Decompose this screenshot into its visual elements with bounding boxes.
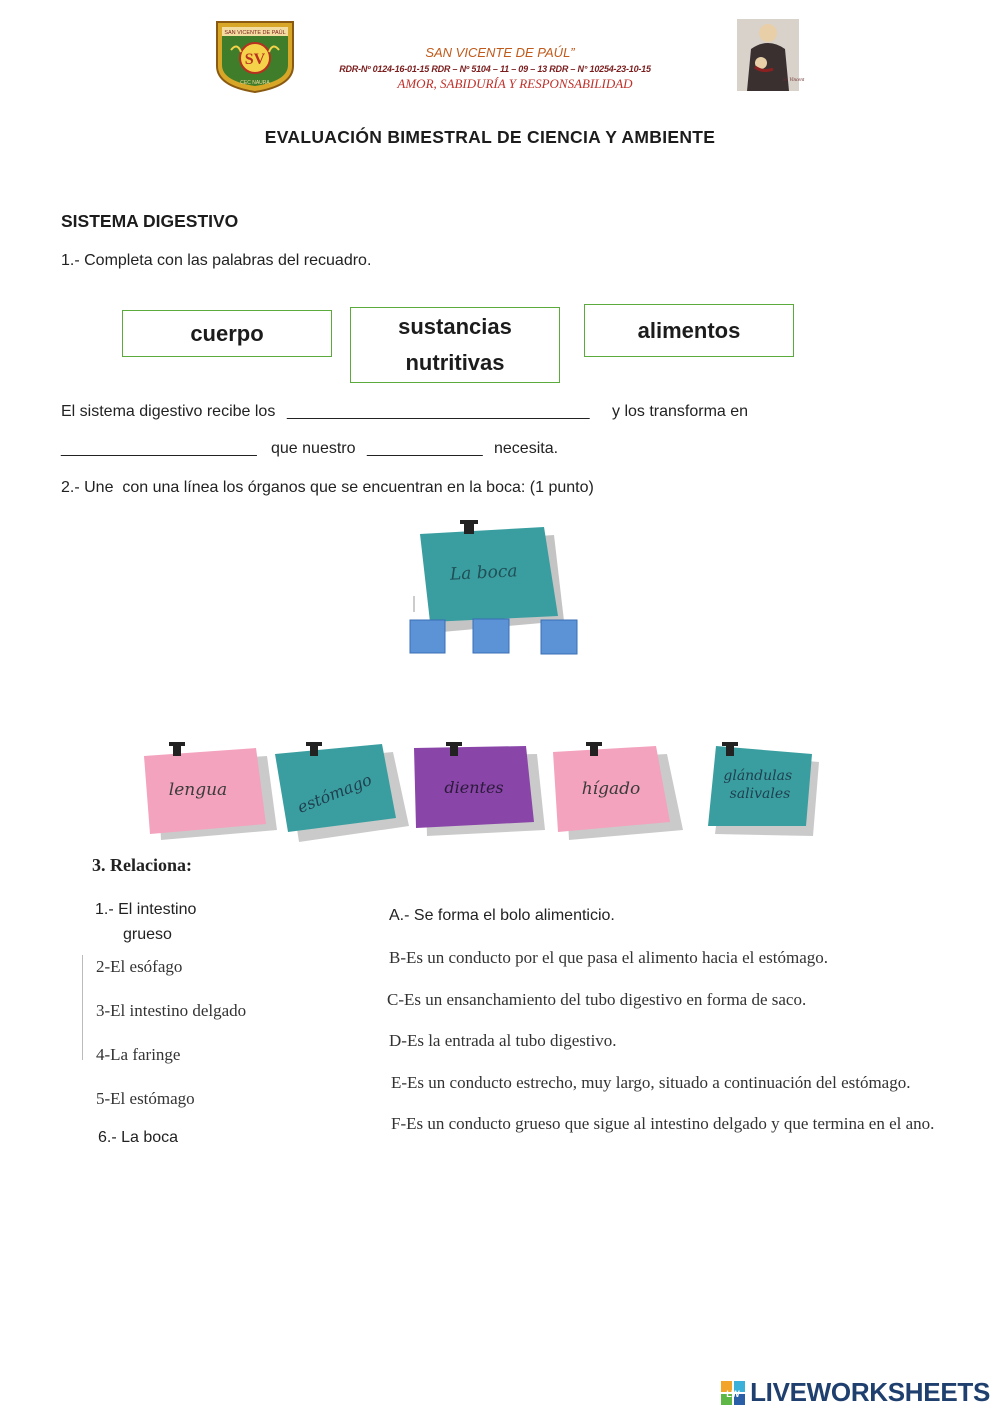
drop-box-1[interactable]	[410, 620, 445, 653]
relate-left-3: 3-El intestino delgado	[96, 1001, 247, 1020]
school-name: SAN VICENTE DE PAÚL”	[425, 45, 575, 60]
note-higado-label: hígado	[581, 779, 641, 799]
relate-left-5: 5-El estómago	[96, 1089, 195, 1108]
school-crest-logo	[213, 18, 297, 94]
relate-left-6: 6.- La boca	[98, 1129, 179, 1146]
divider-line	[82, 955, 83, 1060]
q1-prompt: 1.- Completa con las palabras del recuadro.	[61, 252, 372, 269]
relate-right-c: C-Es un ensanchamiento del tubo digestivo en forma de saco.	[387, 990, 807, 1009]
blank-3[interactable]: _____________	[367, 440, 483, 457]
note-higado[interactable]	[553, 742, 683, 840]
crest-monogram: SV	[244, 51, 266, 68]
relate-right-b: B-Es un conducto por el que pasa el alimento hacia el estómago.	[389, 948, 829, 967]
word-box-cuerpo[interactable]: cuerpo	[122, 310, 332, 357]
blank-1[interactable]: __________________________________	[287, 403, 590, 420]
q1-sentence-mid: y los transforma en	[612, 403, 749, 420]
relate-right-e: E-Es un conducto estrecho, muy largo, situado a continuación del estómago.	[391, 1073, 911, 1092]
crest-banner-text: SAN VICENTE DE PAÚL	[224, 30, 286, 36]
relate-left-1a: 1.- El intestino	[95, 901, 197, 918]
note-glandulas-word-2: salivales	[729, 786, 791, 802]
crest-bottom-text: CEC NAURA	[240, 80, 270, 86]
q1-sentence-start: El sistema digestivo recibe los	[61, 403, 280, 420]
liveworksheets-wordmark: LIVEWORKSHEETS	[750, 1377, 990, 1407]
logo-badge-text: LW	[726, 1388, 740, 1399]
word-box-alimentos[interactable]: alimentos	[584, 304, 794, 357]
q3-heading: 3. Relaciona:	[92, 855, 192, 875]
page-title: EVALUACIÓN BIMESTRAL DE CIENCIA Y AMBIENTE	[264, 127, 716, 147]
note-glandulas-salivales[interactable]	[708, 742, 819, 836]
liveworksheets-logo-icon	[720, 1380, 746, 1406]
note-la-boca	[420, 520, 564, 632]
q2-prompt: 2.- Une con una línea los órganos que se encuentran en la boca: (1 punto)	[61, 479, 594, 496]
drop-box-2[interactable]	[473, 619, 509, 653]
note-dientes-label: dientes	[444, 778, 504, 797]
blank-2[interactable]: ______________________	[61, 440, 257, 457]
note-estomago-label: estómago	[294, 769, 375, 817]
section-title: SISTEMA DIGESTIVO	[61, 211, 239, 231]
registration-numbers: RDR-Nº 0124-16-01-15 RDR – Nº 5104 – 11 – 09 – 13 RDR – N° 10254-23-10-15	[339, 64, 651, 74]
mouth-organs-diagram	[138, 512, 818, 842]
note-la-boca-label: La boca	[449, 561, 519, 585]
liveworksheets-brand	[720, 1377, 990, 1408]
q1-sentence-end: necesita.	[494, 440, 559, 457]
school-motto: AMOR, SABIDURÍA Y RESPONSABILIDAD	[397, 76, 633, 91]
note-glandulas-word: glándulas	[723, 768, 793, 784]
relate-left-4: 4-La faringe	[96, 1045, 181, 1064]
note-dientes[interactable]	[414, 742, 545, 836]
relate-left-1b: grueso	[123, 926, 172, 943]
note-estomago[interactable]	[275, 742, 409, 842]
q1-sentence-que-nuestro: que nuestro	[271, 440, 356, 457]
relate-right-d: D-Es la entrada al tubo digestivo.	[389, 1031, 617, 1050]
note-lengua-label: lengua	[168, 780, 228, 800]
drop-box-3[interactable]	[541, 620, 577, 654]
saint-portrait-image	[737, 19, 805, 91]
note-lengua[interactable]	[144, 742, 277, 840]
relate-left-2: 2-El esófago	[96, 957, 183, 976]
word-box-sustancias-nutritivas[interactable]: sustancias nutritivas	[350, 307, 560, 383]
relate-right-a: A.- Se forma el bolo alimenticio.	[389, 907, 615, 924]
relate-right-f: F-Es un conducto grueso que sigue al intestino delgado y que termina en el ano.	[391, 1114, 935, 1133]
portrait-caption: St. Vincent	[783, 78, 805, 83]
